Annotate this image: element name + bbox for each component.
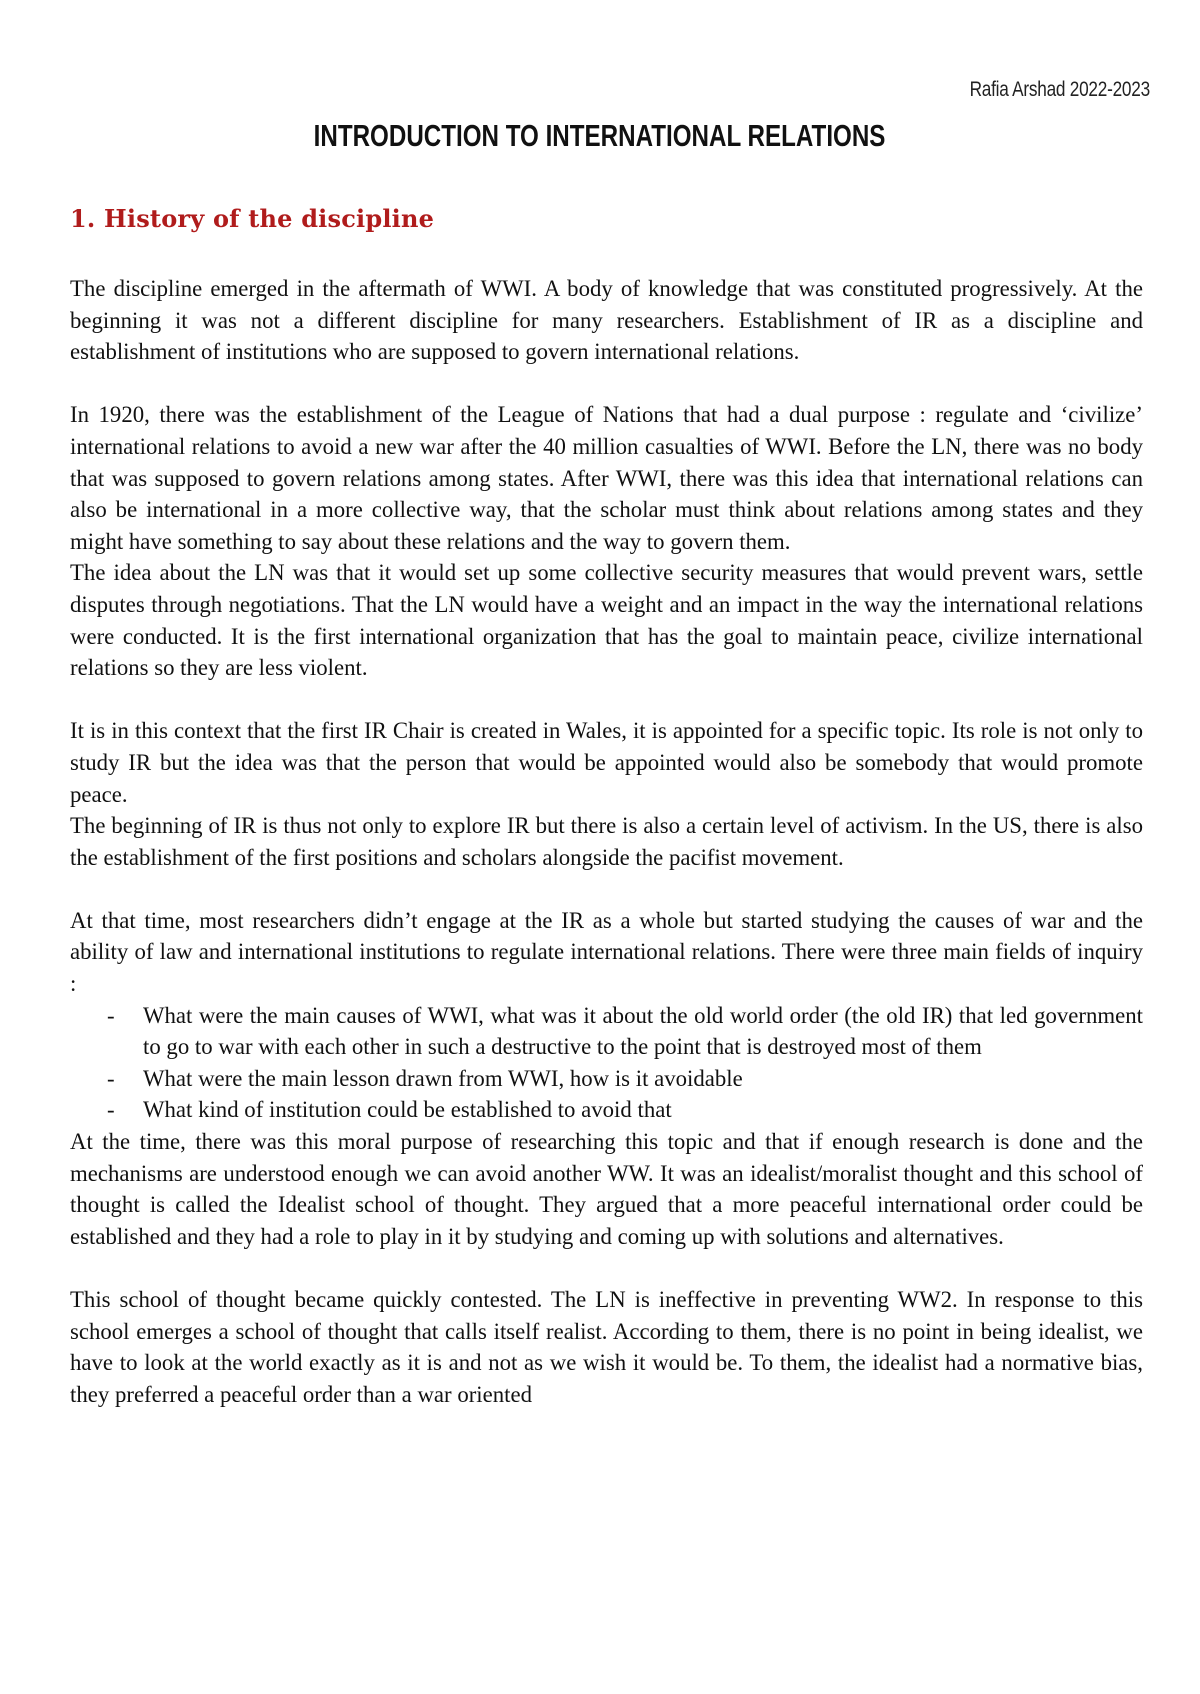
- paragraph-5: The beginning of IR is thus not only to explore IR but there is also a certain level of activism. In the US, there is also the establishment of the first positions and scholars alongside the pacifist movement.: [70, 813, 1143, 870]
- section-heading: 1. History of the discipline: [70, 204, 435, 233]
- list-item-text: What were the main causes of WWI, what was it about the old world order (the old IR) that led government to go to war with each other in such a destructive to the point that is destroyed most of them: [143, 1002, 1143, 1060]
- document-title: [0, 118, 1200, 154]
- paragraph-3: The idea about the LN was that it would set up some collective security measures that would prevent wars, settle disputes through negotiations. That the LN would have a weight and an impact in the way the international relations were conducted. It is the first international organization that has the goal to maintain peace, civilize international relations so they are less violent.: [70, 560, 1143, 681]
- document-title-text: INTRODUCTION TO INTERNATIONAL RELATIONS: [314, 118, 886, 153]
- list-item: [70, 1000, 1143, 1063]
- list-item: [70, 1063, 1143, 1095]
- paragraph-6: At that time, most researchers didn’t engage at the IR as a whole but started studying the causes of war and the ability of law and international institutions to regulate international relations. There were three main fields of inquiry :: [70, 907, 1143, 997]
- paragraph-1: The discipline emerged in the aftermath of WWI. A body of knowledge that was constituted progressively. At the beginning it was not a different discipline for many researchers. Establishment of IR as a discipline and establishment of institutions who are supposed to govern international relations.: [70, 276, 1143, 365]
- paragraph-gap: [70, 873, 1143, 905]
- paragraph-8: This school of thought became quickly contested. The LN is ineffective in preventing WW2. In response to this school emerges a school of thought that calls itself realist. According to them, there is no point in being idealist, we have to look at the world exactly as it is and not as we wish it would be. To them, the idealist had a normative bias, they preferred a peaceful order than a war oriented: [70, 1287, 1143, 1407]
- paragraph-gap: [70, 368, 1143, 400]
- paragraph-gap: [70, 684, 1143, 716]
- document-body: [70, 273, 1143, 1410]
- list-item-text: What kind of institution could be established to avoid that: [143, 1097, 672, 1123]
- bullet-dash: -: [107, 1002, 115, 1028]
- paragraph-4: It is in this context that the first IR Chair is created in Wales, it is appointed for a specific topic. Its role is not only to study IR but the idea was that the person that would be appointed would also be somebody that would promote peace.: [70, 718, 1143, 807]
- list-item-text: What were the main lesson drawn from WWI, how is it avoidable: [143, 1065, 743, 1091]
- paragraph-gap: [70, 1252, 1143, 1284]
- paragraph-7: At the time, there was this moral purpose of researching this topic and that if enough research is done and the mechanisms are understood enough we can avoid another WW. It was an idealist/moralist thought and this school of thought is called the Idealist school of thought. They argued that a more peaceful international order could be established and they had a role to play in it by studying and coming up with solutions and alternatives.: [70, 1129, 1143, 1249]
- bullet-dash: -: [107, 1065, 115, 1091]
- paragraph-2: In 1920, there was the establishment of the League of Nations that had a dual purpose : regulate and ‘civilize’ international relations to avoid a new war after the 40 million casualties of WWI. Before the LN, there was no body that was supposed to govern relations among states. After WWI, there was this idea that international relations can also be international in a more collective way, that the scholar must think about relations among states and they might have something to say about these relations and the way to govern them.: [70, 402, 1143, 554]
- list-item: [70, 1094, 1143, 1126]
- bullet-dash: -: [107, 1097, 115, 1123]
- inquiry-list: [70, 1000, 1143, 1126]
- author-header: Rafia Arshad 2022-2023: [969, 78, 1150, 101]
